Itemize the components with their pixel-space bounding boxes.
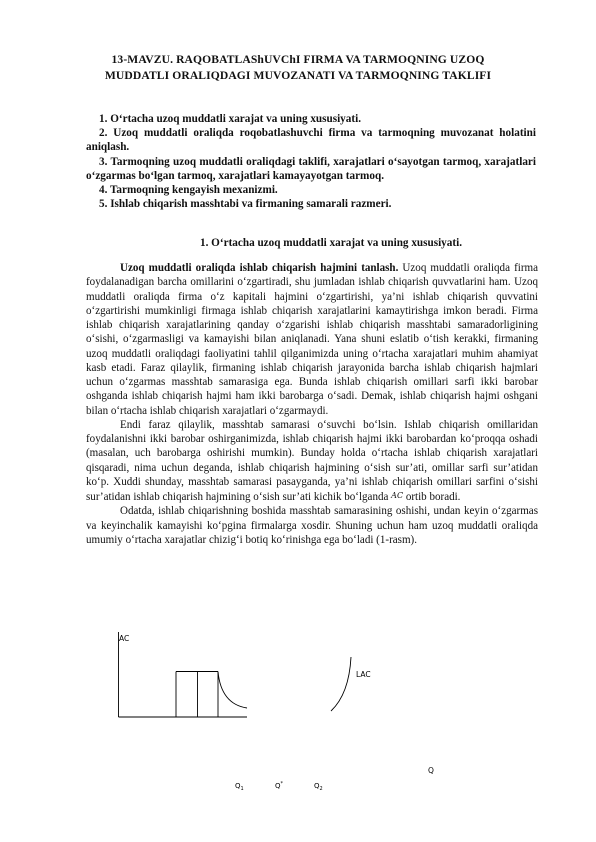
tick-label-qstar <box>275 781 284 790</box>
outline-item-2: 2. Uzoq muddatli oraliqda roqobatlashuvchi firma va tarmoqning muvozanat holatini aniqlash. <box>86 127 536 154</box>
paragraph-1-text: Uzoq muddatli oraliqda firma foydalanadigan barcha omillarini o‘zgartiradi, shu jumladan ishlab chiqarish quvvatlarini ham. Uzoq muddatli oraliqda firma o‘z kapitali hajmini o‘zgartirishi, ya’ni ishlab chiqarish quvvatini o‘zgartirishi mumkinligi firmaga ishlab chiqarish xarajatlarini kamaytirishga imkon beradi. Firma ishlab chiqarish xarajatlarining qanday o‘zgarishi ishlab chiqarish masshtabi samaradorligining o‘sishi, o‘zgarmasligi va kamayishi bilan aniqlanadi. Yana shuni eslatib o‘tish kerakki, firmaning uzoq muddatli oraliqdagi faoliyatini tahlil qilganimizda uning o‘rtacha xarajatlari muhim ahamiyat kasb etadi. Faraz qilaylik, firmaning ishlab chiqarish jarayonida barcha ishlab chiqarish hajmlari uchun o‘zgarmas masshtab samarasiga ega. Bunda ishlab chiqarish omillari sarfi ikki barobar oshganda ishlab chiqarish hajmi ham ikki barobarga o‘sadi. Demak, ishlab chiqarish hajmi oshgani bilan o‘rtacha ishlab chiqarish xarajatlari o‘zgarmaydi. <box>86 262 538 417</box>
topic-outline <box>86 112 536 211</box>
lac-curve-rising <box>331 657 351 711</box>
tick-qstar-superscript: * <box>280 781 284 787</box>
tick-label-q1 <box>235 782 244 792</box>
paragraph-2-tail: ortib boradi. <box>403 491 461 503</box>
paragraph-1-lead: Uzoq muddatli oraliqda ishlab chiqarish hajmini tanlash. <box>120 262 399 274</box>
paragraph-2 <box>86 418 538 505</box>
inline-ac-symbol: AC <box>391 491 404 500</box>
document-title <box>60 52 536 84</box>
y-axis-label: AC <box>119 634 130 643</box>
tick-q1-main: Q <box>235 782 241 790</box>
tick-qstar-main: Q <box>275 782 281 790</box>
lac-figure <box>0 620 596 842</box>
tick-q1-subscript: 1 <box>240 786 244 792</box>
lac-curve-falling <box>218 672 247 709</box>
outline-item-3: 3. Tarmoqning uzoq muddatli oraliqdagi taklifi, xarajatlari o‘sayotgan tarmoq, xarajatlari o‘zgarmas bo‘lgan tarmoq, xarajatlari kamayayotgan tarmoq. <box>86 155 536 182</box>
section-heading: 1. O‘rtacha uzoq muddatli xarajat va uning xususiyati. <box>199 237 462 249</box>
tick-label-q2 <box>314 782 323 792</box>
outline-item-1: 1. O‘rtacha uzoq muddatli xarajat va uning xususiyati. <box>99 113 362 125</box>
outline-item-5: 5. Ishlab chiqarish masshtabi va firmaning samarali razmeri. <box>99 198 392 211</box>
paragraph-1 <box>86 261 538 418</box>
paragraph-3: Odatda, ishlab chiqarishning boshida masshtab samarasining oshishi, undan keyin o‘zgarmas va keyinchalik kamayishi ko‘pgina firmalarga xosdir. Shuning uchun ham uzoq muddatli oraliqda umumiy o‘rtacha xarajatlar chizig‘i botiq ko‘rinishga ega bo‘ladi (1-rasm). <box>86 505 538 546</box>
tick-q2-subscript: 2 <box>319 786 323 792</box>
paragraph-2-text: Endi faraz qilaylik, masshtab samarasi o‘suvchi bo‘lsin. Ishlab chiqarish omillaridan foydalanishni ikki barobar oshirganimizda, ishlab chiqarish hajmi ikki barobardan ko‘proqqa oshadi (masalan, uch barobarga oshirishi mumkin). Bunday holda o‘rtacha ishlab chiqarish xarajatlari qisqaradi, nima uchun deganda, ishlab chiqarish hajmining o‘sish sur’ati, omillar sarfi sur’atidan ko‘p. Xuddi shunday, masshtab samarasi pasayganda, ya’ni ishlab chiqarish omillari sarfini o‘sishi sur’atidan ishlab chiqarish hajmining o‘sish sur’ati kichik bo‘lganda <box>86 418 538 503</box>
tick-q2-main: Q <box>314 782 320 790</box>
outline-item-4: 4. Tarmoqning kengayish mexanizmi. <box>99 184 278 197</box>
title-line-1: 13-MAVZU. RAQOBATLAShUVChI FIRMA VA TARMOQNING UZOQ <box>111 53 485 66</box>
lac-curve-label: LAC <box>356 670 371 679</box>
x-axis-label: Q <box>428 766 434 775</box>
title-line-2: MUDDATLI ORALIQDAGI MUVOZANATI VA TARMOQNING TAKLIFI <box>104 69 492 82</box>
body-text <box>86 261 538 547</box>
